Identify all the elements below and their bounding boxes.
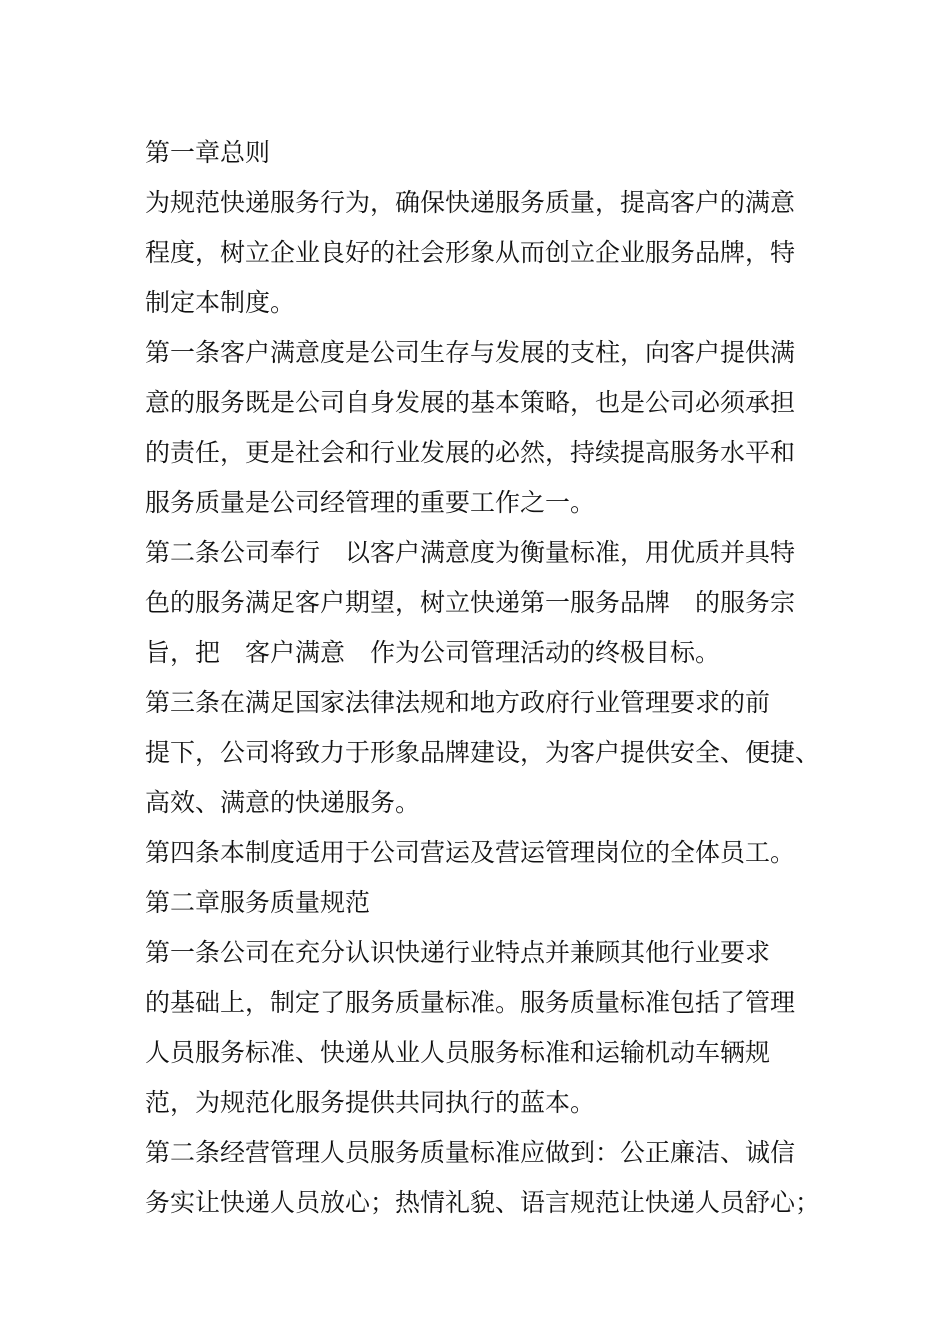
paragraph-line: 第二条经营管理人员服务质量标准应做到：公正廉洁、诚信: [145, 1138, 796, 1167]
paragraph-line: 高效、满意的快递服务。: [145, 788, 421, 817]
paragraph-line: 色的服务满足客户期望，树立快递第一服务品牌 的服务宗: [145, 588, 796, 617]
paragraph-line: 第二条公司奉行 以客户满意度为衡量标准，用优质并具特: [145, 538, 796, 567]
paragraph-line: 第一条客户满意度是公司生存与发展的支柱，向客户提供满: [145, 338, 796, 367]
document-body: [145, 128, 845, 1228]
paragraph-line: 服务质量是公司经管理的重要工作之一。: [145, 488, 596, 517]
paragraph-line: 第四条本制度适用于公司营运及营运管理岗位的全体员工。: [145, 838, 796, 867]
paragraph-line: 第一条公司在充分认识快递行业特点并兼顾其他行业要求: [145, 938, 771, 967]
paragraph-line: 旨，把 客户满意 作为公司管理活动的终极目标。: [145, 638, 721, 667]
paragraph-line: 第三条在满足国家法律法规和地方政府行业管理要求的前: [145, 688, 771, 717]
paragraph-line: 的责任，更是社会和行业发展的必然，持续提高服务水平和: [145, 438, 796, 467]
paragraph-line: 的基础上，制定了服务质量标准。服务质量标准包括了管理: [145, 988, 796, 1017]
chapter-heading: 第二章服务质量规范: [145, 888, 371, 917]
paragraph-line: 提下，公司将致力于形象品牌建设，为客户提供安全、便捷、: [145, 738, 821, 767]
paragraph-line: 范，为规范化服务提供共同执行的蓝本。: [145, 1088, 596, 1117]
paragraph-line: 意的服务既是公司自身发展的基本策略，也是公司必须承担: [145, 388, 796, 417]
chapter-heading: 第一章总则: [145, 138, 271, 167]
paragraph-line: 人员服务标准、快递从业人员服务标准和运输机动车辆规: [145, 1038, 771, 1067]
paragraph-line: 为规范快递服务行为，确保快递服务质量，提高客户的满意: [145, 188, 796, 217]
paragraph-line: 制定本制度。: [145, 288, 296, 317]
paragraph-line: 程度，树立企业良好的社会形象从而创立企业服务品牌，特: [145, 238, 796, 267]
paragraph-line: 务实让快递人员放心；热情礼貌、语言规范让快递人员舒心；: [145, 1188, 821, 1217]
